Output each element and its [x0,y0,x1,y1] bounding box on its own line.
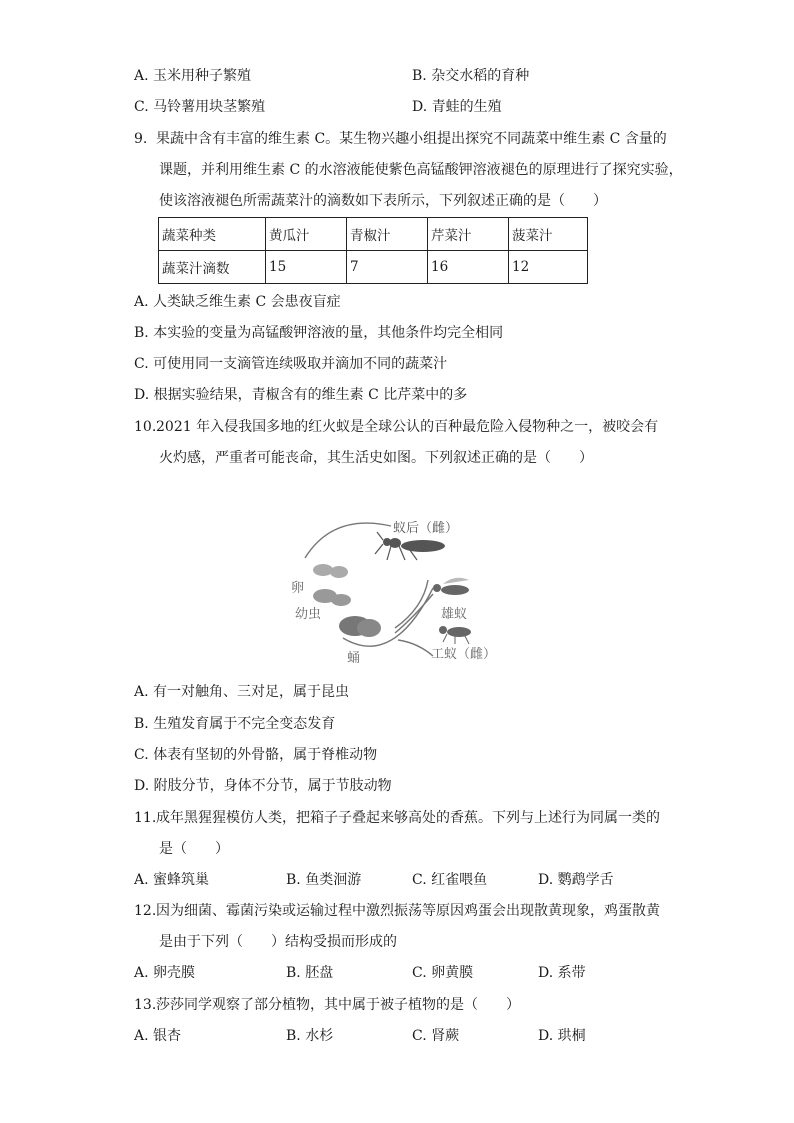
q10-option-c: C. 体表有坚韧的外骨骼，属于脊椎动物 [134,747,378,763]
table-cell: 黄瓜汁 [266,218,347,251]
q9-option-b: B. 本实验的变量为高锰酸钾溶液的量，其他条件均完全相同 [134,325,504,341]
q11-number: 11. [134,810,157,826]
q9-option-c: C. 可使用同一支滴管连续吸取并滴加不同的蔬菜汁 [134,356,448,372]
q13-option-d: D. 珙桐 [538,1028,586,1044]
q12-option-d: D. 系带 [538,965,586,981]
cycle-arrow-inner [395,580,428,628]
worker-ant-icon [439,626,471,644]
q9-data-table [158,217,588,284]
q10-option-b: B. 生殖发育属于不完全变态发育 [134,716,336,732]
q10-number: 10. [134,419,157,435]
q12-option-c: C. 卵黄膜 [412,965,474,981]
q10-stem-line-1: 10.2021 年入侵我国多地的红火蚁是全球公认的百种最危险入侵物种之一，被咬会有 [134,419,659,435]
q11-option-d: D. 鹦鹉学舌 [538,872,614,888]
worker-label: 工蚁（雌） [431,647,497,662]
queen-ant-icon [375,532,445,560]
q8-option-d: D. 青蛙的生殖 [412,99,502,115]
q12-stem-line-1: 12.因为细菌、霉菌污染或运输过程中激烈振荡等原因鸡蛋会出现散黄现象，鸡蛋散黄 [134,903,660,919]
q13-stem-line-1: 13.莎莎同学观察了部分植物，其中属于被子植物的是（ ） [134,997,520,1013]
q10-option-d: D. 附肢分节，身体不分节，属于节肢动物 [134,778,392,794]
table-cell: 7 [347,251,428,284]
q9-stem-line-3: 使该溶液褪色所需蔬菜汁的滴数如下表所示，下列叙述正确的是（ ） [159,193,607,209]
table-cell: 青椒汁 [347,218,428,251]
q13-number: 13. [134,997,157,1013]
table-cell: 芹菜汁 [428,218,509,251]
fire-ant-life-cycle-figure [283,498,519,670]
q8-option-b: B. 杂交水稻的育种 [412,68,530,84]
male-ant-icon [433,578,469,595]
cycle-arrow-queen-to-egg [305,523,391,558]
q12-stem-line-2: 是由于下列（ ）结构受损而形成的 [159,934,397,950]
q12-option-b: B. 胚盘 [286,965,334,981]
q13-option-c: C. 肾蕨 [412,1028,460,1044]
larva-label: 幼虫 [295,607,322,622]
male-label: 雄蚁 [441,607,468,622]
queen-label: 蚁后（雌） [393,521,459,536]
q11-stem-line-2: 是（ ） [159,841,229,857]
q13-option-b: B. 水杉 [286,1028,334,1044]
table-cell: 蔬菜种类 [159,218,266,251]
q12-number: 12. [134,903,157,919]
q11-option-b: B. 鱼类洄游 [286,872,362,888]
table-cell: 12 [509,251,588,284]
q10-stem-line-2: 火灼感，严重者可能丧命，其生活史如图。下列叙述正确的是（ ） [159,450,593,466]
table-cell: 16 [428,251,509,284]
egg-label: 卵 [291,581,305,596]
q9-option-d: D. 根据实验结果，青椒含有的维生素 C 比芹菜中的多 [134,387,468,403]
q11-stem-line-1: 11.成年黑猩猩模仿人类，把箱子子叠起来够高处的香蕉。下列与上述行为同属一类的 [134,810,660,826]
larva-icon [313,589,351,606]
q8-option-a: A. 玉米用种子繁殖 [134,68,252,84]
q13-option-a: A. 银杏 [134,1028,182,1044]
q9-option-a: A. 人类缺乏维生素 C 会患夜盲症 [134,294,341,310]
pupa-icon [339,616,381,637]
table-cell: 蔬菜汁滴数 [159,251,266,284]
q9-stem-line-1: 9. 果蔬中含有丰富的维生素 C。某生物兴趣小组提出探究不同蔬菜中维生素 C 含量的 [134,131,667,147]
table-row [159,251,588,284]
table-row [159,218,588,251]
table-cell: 菠菜汁 [509,218,588,251]
q9-number: 9. [134,131,148,147]
pupa-label: 蛹 [347,651,361,666]
q11-option-a: A. 蜜蜂筑巢 [134,872,210,888]
q8-option-c: C. 马铃薯用块茎繁殖 [134,99,266,115]
egg-icon [313,564,348,578]
q9-stem-line-2: 课题，并利用维生素 C 的水溶液能使紫色高锰酸钾溶液褪色的原理进行了探究实验， [159,162,683,178]
q11-option-c: C. 红雀喂鱼 [412,872,488,888]
q10-option-a: A. 有一对触角、三对足，属于昆虫 [134,684,350,700]
table-cell: 15 [266,251,347,284]
q12-option-a: A. 卵壳膜 [134,965,196,981]
